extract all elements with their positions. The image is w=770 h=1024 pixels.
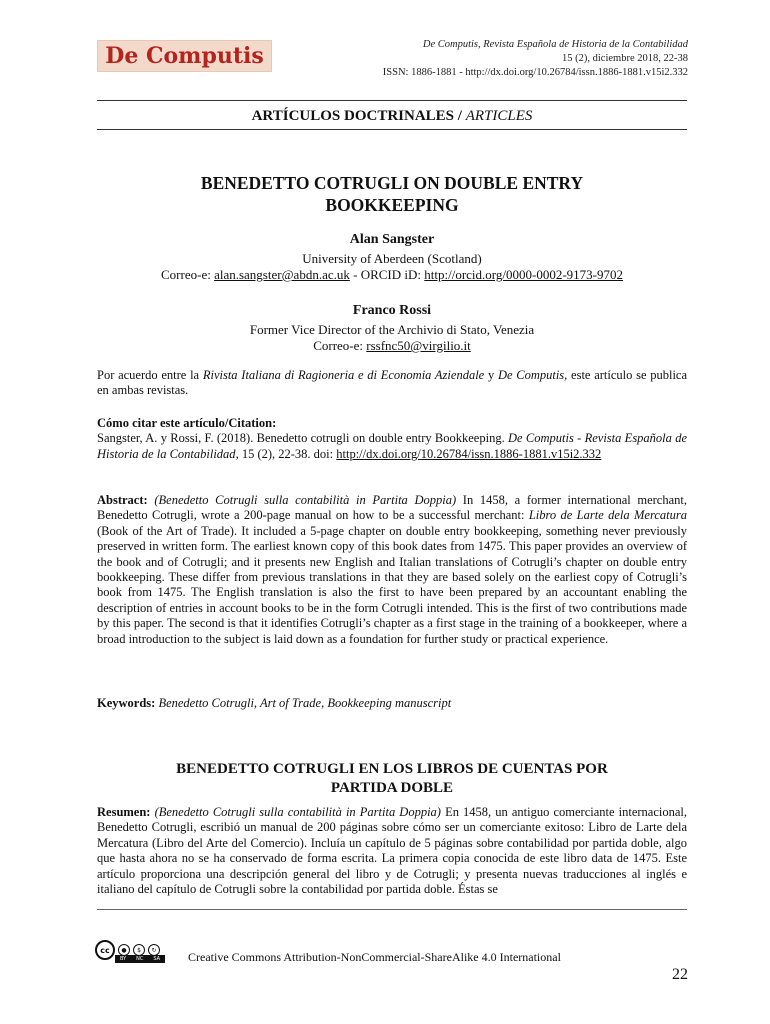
nc-icon: $ [133,944,145,956]
citation-doi-link[interactable]: http://dx.doi.org/10.26784/issn.1886-1881.v15i2.332 [336,446,602,461]
page-number: 22 [672,966,688,983]
author-block-2 [97,303,687,354]
author-affiliation: University of Aberdeen (Scotland) [302,251,482,266]
email-prefix: Correo-e: [313,338,363,353]
author-email-link[interactable]: rssfnc50@virgilio.it [366,338,471,353]
journal-header [288,38,688,80]
email-prefix: Correo-e: [161,267,211,282]
article-title-line1: BENEDETTO COTRUGLI ON DOUBLE ENTRY [200,173,584,193]
author-orcid-link[interactable]: http://orcid.org/0000-0002-9173-9702 [424,267,623,282]
author-block-1 [97,232,687,283]
agreement-note [97,368,687,399]
journal-logo [97,40,272,72]
sa-icon: ↻ [148,944,160,956]
resumen-block [97,805,687,897]
section-label-es: ARTÍCULOS DOCTRINALES / [251,108,462,124]
agreement-prefix: Por acuerdo entre la [97,368,200,382]
citation-details: , 15 (2), 22-38. doi: [235,446,334,461]
keywords-block [97,696,687,711]
section-title [97,108,687,125]
nc-label: NC [136,956,144,962]
footer-divider [97,909,687,910]
author-affiliation: Former Vice Director of the Archivio di Stato, Venezia [249,322,535,337]
citation-journal: De Computis - Revista Española de Historia de la Contabilidad [97,431,688,461]
cc-badge-bar [115,955,165,963]
spanish-title-line2: PARTIDA DOBLE [330,780,454,796]
citation-reference: Sangster, A. y Rossi, F. (2018). Benedetto cotrugli on double entry Bookkeeping. [97,431,505,446]
cc-icon: cc [95,940,115,960]
abstract-text-1: In 1458, a former international merchant, Benedetto Cotrugli, wrote a 200-page manual on how to be a successful merchant: [97,493,688,523]
agreement-mid: y [487,368,495,382]
author-contact [97,338,687,354]
author-name: Alan Sangster [349,232,435,247]
agreement-suffix: este artículo se publica en ambas revistas. [97,368,688,398]
agreement-journal-1: Rivista Italiana di Ragioneria e di Economia Aziendale [202,368,485,382]
abstract-label: Abstract: [97,493,148,507]
by-icon: ● [118,944,130,956]
citation-heading: Cómo citar este artículo/Citation: [97,416,277,430]
journal-issue: 15 (2), diciembre 2018, 22-38 [562,53,688,64]
header-rule-top [97,100,687,101]
orcid-prefix: - ORCID iD: [353,267,422,282]
journal-issn-doi: ISSN: 1886-1881 - http://dx.doi.org/10.26784/issn.1886-1881.v15i2.332 [382,67,688,78]
abstract-book-title: Libro de Larte dela Mercatura [528,508,687,523]
keywords-text: Benedetto Cotrugli, Art of Trade, Bookkeeping manuscript [158,696,452,710]
sa-label: SA [153,956,161,962]
citation-text [97,431,687,462]
author-email-link[interactable]: alan.sangster@abdn.ac.uk [214,267,350,282]
author-contact [97,267,687,283]
license-text: Creative Commons Attribution-NonCommercial-ShareAlike 4.0 International [188,950,561,964]
resumen-label: Resumen: [97,805,151,819]
resumen-orig-title: (Benedetto Cotrugli sulla contabilità in Partita Doppia) [154,805,441,819]
abstract-orig-title: (Benedetto Cotrugli sulla contabilità in Partita Doppia) [154,493,457,507]
article-title [97,172,687,216]
abstract-block [97,493,687,647]
abstract-text-2: (Book of the Art of Trade). It included a 5-page chapter on double entry bookkeeping, something never previously preserved in written form. The earliest known copy of this book dates from 1475. This paper provides an overview of the book and of Cotrugli; and it presents new English and Italian translations of Cotrugli’s chapter on double entry bookkeeping. These differ from previous translations in that they are based solely on the earliest copy of Cotrugli’s book from 1475. The English translation is also the first to have been prepared by an accountant enabling the description of entries in account books to be in the form Cotrugli intended. This is the first of two contributions made by this paper. The second is that it identifies Cotrugli’s chapter as a first stage in the training of a bookkeeper, where a broad introduction to the subject is laid down as a foundation for further study or practical experience. [97,523,687,646]
article-title-line2: BOOKKEEPING [325,195,459,215]
citation-block [97,416,687,462]
resumen-text: En 1458, un antiguo comerciante internacional, Benedetto Cotrugli, escribió un manual de 200 páginas sobre cómo ser un comerciante exitoso: Libro de Larte dela Mercatura (Libro del Arte del Comercio). Incluía un capítulo de 5 páginas sobre contabilidad por partida doble, algo que hasta ahora no se ha conservado de forma escrita. La primera copia conocida de este libro data de 1475. Este artículo proporciona una descripción general del libro y de Cotrugli; y presenta nuevas traducciones al inglés e italiano del capítulo de Cotrugli sobre la contabilidad por partida doble. Éstas se [97,805,688,897]
by-label: BY [119,956,127,962]
spanish-title [97,760,687,798]
section-label-en: ARTICLES [465,108,533,124]
spanish-title-line1: BENEDETTO COTRUGLI EN LOS LIBROS DE CUENTAS POR [176,761,608,777]
keywords-label: Keywords: [97,696,156,710]
journal-name: De Computis, Revista Española de Historia de la Contabilidad [422,39,688,50]
header-rule-bottom [97,129,687,130]
agreement-journal-2: De Computis, [497,368,568,382]
author-name: Franco Rossi [352,303,432,318]
logo-text: De Computis [105,43,264,69]
